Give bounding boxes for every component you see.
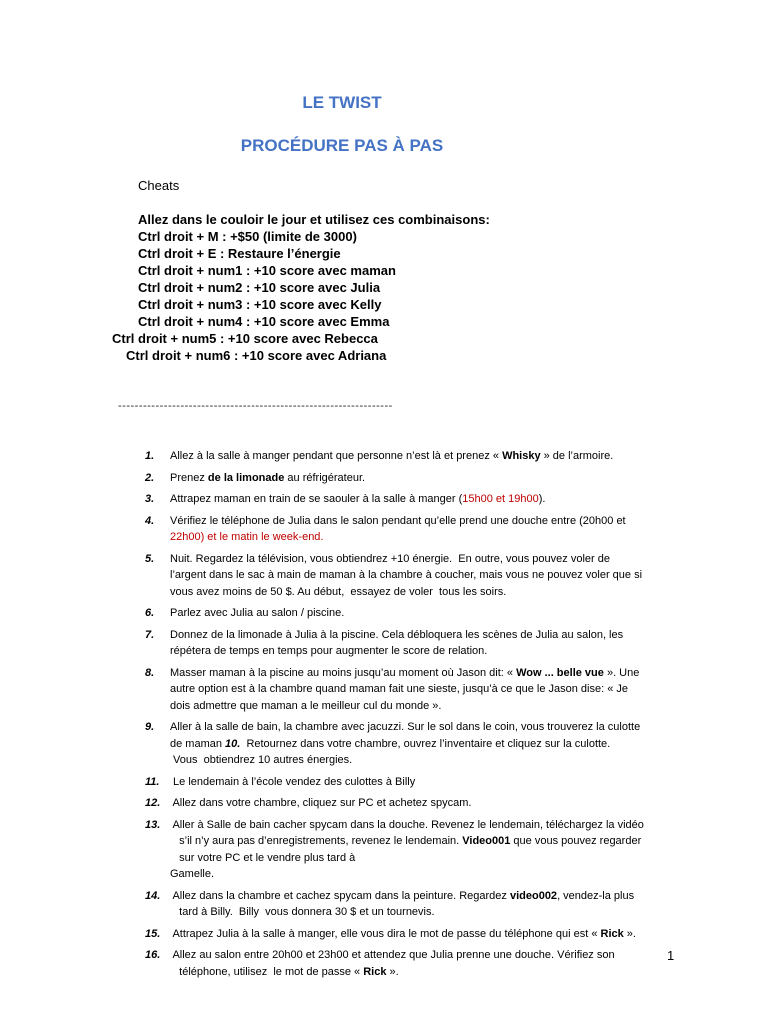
step-text-fragment: au réfrigérateur. xyxy=(284,471,366,484)
step-text-line xyxy=(170,448,650,465)
step-text-line xyxy=(170,926,650,943)
step-text-fragment: Vérifiez le téléphone de Julia dans le salon pendant qu’elle prend une douche entre (20h00 et xyxy=(170,514,626,527)
step-text-fragment: Le lendemain à l’école vendez des culottes à Billy xyxy=(170,775,416,788)
cheats-label: Cheats xyxy=(138,178,180,193)
step-text-fragment: de maman xyxy=(170,737,226,750)
step-text-fragment: téléphone, utilisez le mot de passe « xyxy=(170,965,364,978)
step-number: 15. xyxy=(145,927,161,940)
step-number: 11. xyxy=(145,775,160,788)
step-text xyxy=(170,605,650,622)
step-text-line xyxy=(170,736,650,753)
step-text-fragment: Rick xyxy=(600,927,624,940)
cheat-combo-line: Ctrl droit + num1 : +10 score avec maman xyxy=(138,263,396,278)
step-text-line xyxy=(170,681,650,698)
step-text-fragment: Allez dans votre chambre, cliquez sur PC et achetez spycam. xyxy=(170,797,472,809)
step-number: 8. xyxy=(145,666,155,679)
step-text-fragment: dois admettre que maman a le meilleur cul du monde ». xyxy=(170,699,442,712)
step-text-fragment: ». xyxy=(386,965,399,978)
step-text xyxy=(170,774,650,791)
step-text-line xyxy=(170,551,650,568)
step-text xyxy=(170,627,650,660)
step-text xyxy=(170,888,650,921)
step-text-line xyxy=(170,904,650,921)
step-text-fragment: de la limonade xyxy=(207,471,285,484)
step-text-line xyxy=(170,567,650,584)
step-text xyxy=(170,795,650,812)
step-text-fragment: Vous obtiendrez 10 autres énergies. xyxy=(170,754,353,766)
step-text-fragment: ». xyxy=(623,927,636,940)
step-text-fragment: autre option est à la chambre quand maman fait une sieste, jusqu’à ce que le Jason dise: « Je xyxy=(170,683,629,695)
cheat-combo-line: Ctrl droit + num4 : +10 score avec Emma xyxy=(138,314,390,329)
step-number: 9. xyxy=(145,721,155,733)
step-text-line xyxy=(170,964,650,981)
step-text-fragment: video002 xyxy=(509,889,558,902)
step-text-fragment: Donnez de la limonade à Julia à la piscine. Cela débloquera les scènes de Julia au salon, les xyxy=(170,628,624,641)
cheat-combo-line: Allez dans le couloir le jour et utilisez ces combinaisons: xyxy=(138,212,490,227)
step-text-fragment: Parlez avec Julia au salon / piscine. xyxy=(170,607,345,619)
step-text xyxy=(170,470,650,487)
step-number: 6. xyxy=(145,607,155,619)
separator-line: ------------------------------------------------------------------ xyxy=(118,400,393,412)
step-text-fragment: Rick xyxy=(363,965,387,978)
step-text-fragment: ). xyxy=(538,493,546,505)
step-text-line xyxy=(170,529,650,546)
step-text-fragment: Wow ... belle vue xyxy=(516,666,604,679)
document-title: LE TWIST xyxy=(302,93,382,112)
step-number: 5. xyxy=(145,552,155,565)
cheat-combo-line: Ctrl droit + num6 : +10 score avec Adriana xyxy=(126,348,387,363)
step-number: 14. xyxy=(145,889,161,902)
step-text-line xyxy=(170,698,650,715)
step-text-fragment: Aller à Salle de bain cacher spycam dans la douche. Revenez le lendemain, téléchargez la vidéo xyxy=(170,818,644,831)
step-text-fragment: » de l’armoire. xyxy=(540,450,614,462)
cheat-combo-line: Ctrl droit + num5 : +10 score avec Rebecca xyxy=(112,331,378,346)
step-text-fragment: 15h00 et 19h00 xyxy=(462,493,539,505)
step-text-line xyxy=(170,850,650,867)
step-text-line xyxy=(170,470,650,487)
step-text-line xyxy=(170,833,650,850)
step-text-fragment: Allez au salon entre 20h00 et 23h00 et attendez que Julia prenne une douche. Vérifiez son xyxy=(170,949,615,961)
step-text-fragment: tard à Billy. Billy vous donnera 30 $ et un tournevis. xyxy=(170,906,435,918)
step-text-line xyxy=(170,866,650,883)
step-text-fragment: Whisky xyxy=(502,450,541,462)
step-text xyxy=(170,448,650,465)
step-number: 3. xyxy=(145,493,155,505)
step-text-fragment: Retournez dans votre chambre, ouvrez l’inventaire et cliquez sur la culotte. xyxy=(240,737,611,750)
step-text xyxy=(170,491,650,508)
step-text-fragment: sur votre PC et le vendre plus tard à xyxy=(170,851,356,864)
step-text xyxy=(170,665,650,715)
step-text-line xyxy=(170,817,650,834)
step-number: 4. xyxy=(145,514,155,527)
step-text-fragment: Attrapez maman en train de se saouler à la salle à manger ( xyxy=(170,493,463,505)
cheat-combo-line: Ctrl droit + num2 : +10 score avec Julia xyxy=(138,280,381,295)
step-text-fragment: 22h00) et le matin le week-end. xyxy=(170,531,324,543)
step-text-line xyxy=(170,752,650,769)
step-number: 13. xyxy=(145,818,161,831)
step-text-fragment: que vous pouvez regarder xyxy=(510,835,642,847)
step-number: 12. xyxy=(145,797,161,809)
step-text xyxy=(170,817,650,883)
step-text-line xyxy=(170,643,650,660)
step-text-fragment: Attrapez Julia à la salle à manger, elle vous dira le mot de passe du téléphone qui est « xyxy=(170,927,601,940)
step-text-fragment: Allez dans la chambre et cachez spycam dans la peinture. Regardez xyxy=(170,889,510,902)
step-text-fragment: Nuit. Regardez la télévision, vous obtiendrez +10 énergie. En outre, vous pouvez voler de xyxy=(170,552,610,565)
step-text xyxy=(170,513,650,546)
step-text-line xyxy=(170,795,650,812)
step-text xyxy=(170,719,650,769)
step-text-line xyxy=(170,947,650,964)
step-text-fragment: Gamelle. xyxy=(170,868,215,880)
step-text-line xyxy=(170,665,650,682)
step-number: 16. xyxy=(145,949,161,961)
step-text-fragment: , vendez-la plus xyxy=(557,889,635,902)
step-number: 7. xyxy=(145,628,155,641)
step-text-line xyxy=(170,491,650,508)
step-text xyxy=(170,551,650,601)
step-text-line xyxy=(170,627,650,644)
step-text xyxy=(170,947,650,980)
step-text-line xyxy=(170,584,650,601)
step-text-fragment: s’il n’y aura pas d’enregistrements, revenez le lendemain. xyxy=(170,835,463,847)
step-text-fragment: Video001 xyxy=(462,835,511,847)
step-text-fragment: répétera de temps en temps pour augmenter le score de relation. xyxy=(170,645,488,657)
step-text-fragment: l’argent dans le sac à main de maman à la chambre à coucher, mais vous ne pouvez voler que si xyxy=(170,569,643,581)
step-text-line xyxy=(170,605,650,622)
step-text-fragment: Prenez xyxy=(170,471,208,484)
step-number: 1. xyxy=(145,450,155,462)
step-text-fragment: vous avez moins de 50 $. Au début, essayez de voler tous les soirs. xyxy=(170,585,507,598)
step-text-line xyxy=(170,774,650,791)
cheat-combo-line: Ctrl droit + num3 : +10 score avec Kelly xyxy=(138,297,382,312)
step-text-line xyxy=(170,513,650,530)
step-text-line xyxy=(170,888,650,905)
step-number: 2. xyxy=(145,471,155,484)
step-text-fragment: Masser maman à la piscine au moins jusqu’au moment où Jason dit: « xyxy=(170,666,517,679)
step-text-fragment: Allez à la salle à manger pendant que personne n’est là et prenez « xyxy=(170,450,503,462)
step-text-fragment: 10. xyxy=(225,737,241,750)
document-subtitle: PROCÉDURE PAS À PAS xyxy=(240,136,444,155)
cheat-combo-line: Ctrl droit + M : +$50 (limite de 3000) xyxy=(138,229,357,244)
step-text-line xyxy=(170,719,650,736)
step-text-fragment: Aller à la salle de bain, la chambre avec jacuzzi. Sur le sol dans le coin, vous trouverez la culotte xyxy=(170,721,641,733)
cheat-combo-line: Ctrl droit + E : Restaure l’énergie xyxy=(138,246,341,261)
page-number: 1 xyxy=(667,948,675,963)
step-text xyxy=(170,926,650,943)
step-text-fragment: ». Une xyxy=(603,666,640,679)
